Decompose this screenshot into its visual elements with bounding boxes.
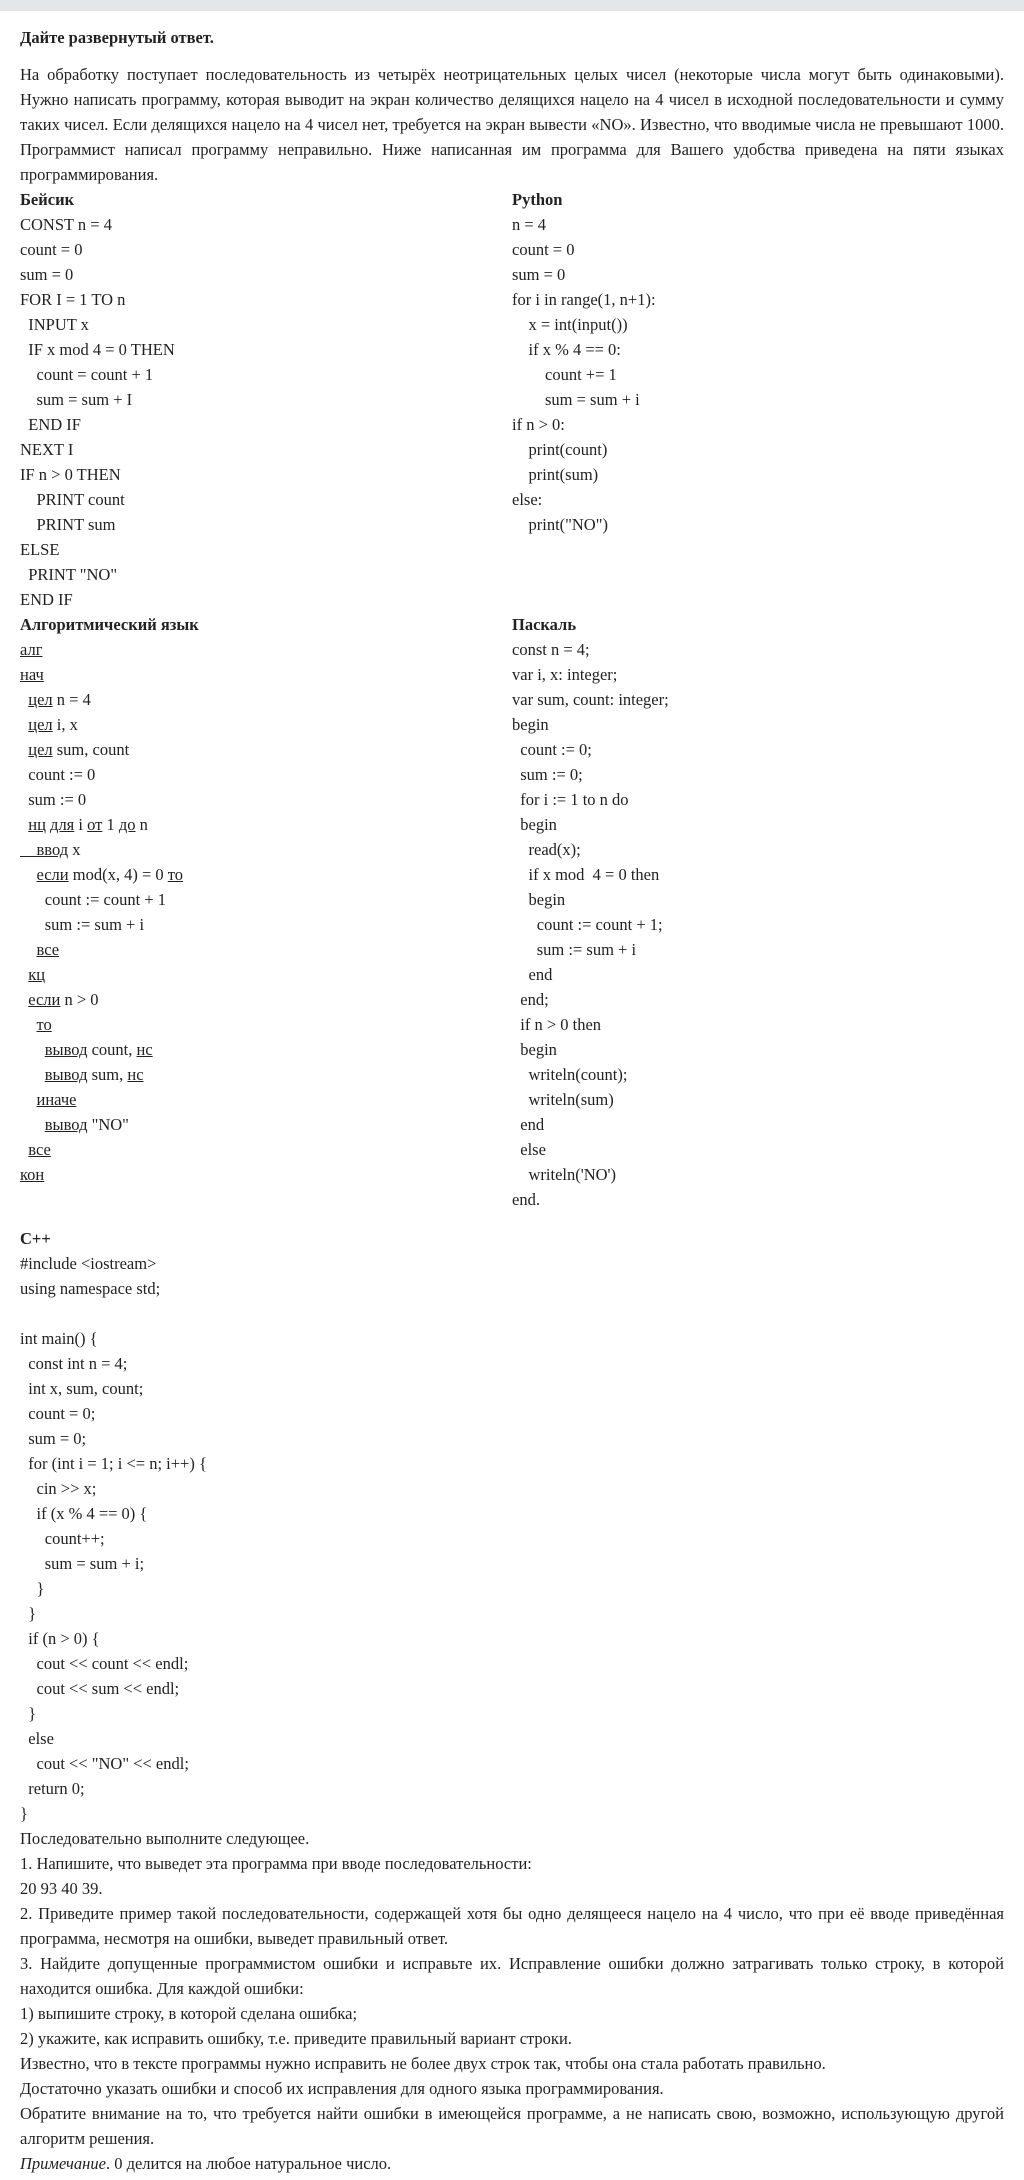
code-text: count := count + 1 [44,890,167,909]
keyword: то [36,1015,52,1034]
code-line: count += 1 [512,365,617,384]
code-line: if x mod 4 = 0 then [512,865,660,884]
note-label: Примечание [20,2154,106,2173]
code-line: begin [512,715,549,734]
task-intro: На обработку поступает последовательность из четырёх неотрицательных целых чисел (некоторые числа могут быть одинаковыми). Нужно написать программу, которая выводит на экран количество делящихся нацело на 4 чисел в исходной последовательности и сумму таких чисел. Если делящихся нацело на 4 чисел нет, требуется на экран вывести «NO». Известно, что вводимые числа не превышают 1000. Программист написал программу неправильно. Ниже написанная им программа для Вашего удобства приведена на пяти языках программирования. [20,65,1004,184]
keyword: вывод [44,1040,88,1059]
code-line: end [512,965,553,984]
code-line [20,1037,512,1062]
code-line [20,862,512,887]
keyword: цел [28,690,53,709]
code-line: end [512,1115,545,1134]
code-line: sum = sum + I [20,390,133,409]
code-line [20,987,512,1012]
code-row-algo-pascal [20,612,1004,1212]
keyword: для [50,815,75,834]
code-line: } [20,1604,37,1623]
code-line: begin [512,1040,557,1059]
code-text: sum := 0 [28,790,87,809]
code-line [20,687,512,712]
code-text: n > 0 [60,990,99,1009]
code-line [20,712,512,737]
task-3-step-1: 1) выпишите строку, в которой сделана ошибка; [20,2004,358,2023]
code-line [20,837,512,862]
keyword: кц [28,965,46,984]
code-line: PRINT "NO" [20,565,118,584]
keyword: если [36,865,69,884]
python-title: Python [512,190,563,209]
code-line: sum = 0 [512,265,566,284]
code-line: PRINT count [20,490,125,509]
keyword: нс [127,1065,144,1084]
code-line: else [512,1140,546,1159]
code-line: else: [512,490,543,509]
code-line: print(sum) [512,465,599,484]
code-line: count := count + 1; [512,915,663,934]
keyword: вывод [44,1115,88,1134]
code-line: print("NO") [512,515,608,534]
keyword: до [118,815,136,834]
code-line [20,937,512,962]
code-line: END IF [20,415,81,434]
code-line: count = count + 1 [20,365,154,384]
python-code [512,212,1004,537]
task-page [0,25,1024,2176]
keyword: нач [20,665,44,684]
code-line: cin >> x; [20,1479,97,1498]
code-line: begin [512,890,566,909]
keyword: иначе [36,1090,77,1109]
code-text: mod(x, 4) = 0 [68,865,168,884]
cpp-block [20,1226,1004,1826]
code-line: for i in range(1, n+1): [512,290,656,309]
code-line: if (x % 4 == 0) { [20,1504,148,1523]
code-text: sum := sum + i [44,915,145,934]
code-line: begin [512,815,557,834]
task-3: 3. Найдите допущенные программистом ошибки и исправьте их. Исправление ошибки должно затрагивать только строку, в которой находится ошибка. Для каждой ошибки: [20,1954,1004,1998]
task-1-sequence: 20 93 40 39. [20,1879,103,1898]
code-line: IF n > 0 THEN [20,465,121,484]
basic-title: Бейсик [20,190,75,209]
pascal-code [512,637,1004,1212]
keyword: вывод [44,1065,88,1084]
code-line: sum = sum + i; [20,1554,145,1573]
code-line: count := 0; [512,740,592,759]
code-line [20,1162,512,1187]
code-line: writeln(sum) [512,1090,614,1109]
code-line: n = 4 [512,215,547,234]
code-text: n [135,815,148,834]
task-2: 2. Приведите пример такой последовательности, содержащей хотя бы одно делящееся нацело на 4 число, что при её вводе приведённая программа, несмотря на ошибки, выведет правильный ответ. [20,1904,1004,1948]
code-line: read(x); [512,840,581,859]
algo-block [20,612,512,1212]
code-line: for (int i = 1; i <= n; i++) { [20,1454,207,1473]
keyword: нс [136,1040,153,1059]
code-line: var sum, count: integer; [512,690,669,709]
keyword: алг [20,640,43,659]
tasks-intro: Последовательно выполните следующее. [20,1829,310,1848]
code-line: count++; [20,1529,105,1548]
code-line [20,762,512,787]
code-line [20,962,512,987]
code-text: i [74,815,88,834]
code-line [20,1087,512,1112]
algo-title: Алгоритмический язык [20,615,199,634]
code-line: INPUT x [20,315,89,334]
code-line: if x % 4 == 0: [512,340,621,359]
cpp-code [20,1251,1004,1826]
code-line: count = 0 [512,240,575,259]
code-line [20,1301,1004,1326]
code-line: return 0; [20,1779,85,1798]
pascal-block [512,612,1004,1212]
code-line [20,662,512,687]
code-line: #include <iostream> [20,1254,157,1273]
code-line: NEXT I [20,440,74,459]
code-line: writeln(count); [512,1065,628,1084]
code-line: sum := sum + i [512,940,637,959]
top-bar [0,0,1024,11]
code-line: count = 0; [20,1404,96,1423]
code-text: x [68,840,81,859]
code-line [20,737,512,762]
code-line: count = 0 [20,240,83,259]
keyword: все [36,940,60,959]
keyword: если [28,990,61,1009]
info-paragraph: Известно, что в тексте программы нужно исправить не более двух строк так, чтобы она стала работать правильно. [20,2054,826,2073]
code-line [20,637,512,662]
code-line: } [20,1579,45,1598]
code-line: const n = 4; [512,640,590,659]
note-text: . 0 делится на любое натуральное число. [105,2154,392,2173]
code-line: int main() { [20,1329,98,1348]
task-3-step-2: 2) укажите, как исправить ошибку, т.е. приведите правильный вариант строки. [20,2029,572,2048]
code-text: "NO" [87,1115,129,1134]
code-line: sum = sum + i [512,390,640,409]
code-line: if n > 0 then [512,1015,602,1034]
keyword: цел [28,740,53,759]
code-text: i, x [52,715,78,734]
code-line [20,787,512,812]
python-block [512,187,1004,612]
code-line: else [20,1729,54,1748]
task-1: 1. Напишите, что выведет эта программа при вводе последовательности: [20,1854,532,1873]
code-text: sum, count [52,740,130,759]
code-line: } [20,1704,37,1723]
code-line: end; [512,990,549,1009]
code-line [20,812,512,837]
code-line: sum = 0; [20,1429,87,1448]
basic-block [20,187,512,612]
code-text: n = 4 [52,690,91,709]
code-line: cout << sum << endl; [20,1679,180,1698]
cpp-title: C++ [20,1229,51,1248]
code-line: const int n = 4; [20,1354,128,1373]
pascal-title: Паскаль [512,615,577,634]
keyword [20,840,37,859]
code-line: sum = 0 [20,265,74,284]
code-line: PRINT sum [20,515,116,534]
keyword: все [28,1140,51,1159]
code-line: CONST n = 4 [20,215,112,234]
code-line: ELSE [20,540,60,559]
code-line: print(count) [512,440,608,459]
code-line [20,912,512,937]
task-heading: Дайте развернутый ответ. [20,28,214,47]
code-line: end. [512,1190,540,1209]
info-paragraph: Обратите внимание на то, что требуется найти ошибки в имеющейся программе, а не написать свою, возможно, использующую другой алгоритм решения. [20,2104,1004,2148]
code-line: } [20,1804,28,1823]
code-line: for i := 1 to n do [512,790,629,809]
code-line: int x, sum, count; [20,1379,144,1398]
code-line: using namespace std; [20,1279,161,1298]
code-line: cout << count << endl; [20,1654,189,1673]
tasks-section [20,1826,1004,2176]
code-line: writeln('NO') [512,1165,617,1184]
code-line [20,1062,512,1087]
keyword: от [87,815,103,834]
info-paragraph: Достаточно указать ошибки и способ их исправления для одного языка программирования. [20,2079,664,2098]
code-line [20,1137,512,1162]
algo-code [20,637,512,1187]
keyword: то [167,865,184,884]
code-text: count := 0 [28,765,96,784]
code-text: count, [87,1040,137,1059]
code-line: if n > 0: [512,415,565,434]
code-line [20,887,512,912]
code-text: sum, [87,1065,128,1084]
keyword: нц [28,815,46,834]
code-line [20,1112,512,1137]
keyword: цел [28,715,53,734]
code-line: sum := 0; [512,765,583,784]
keyword: ввод [36,840,69,859]
code-line: END IF [20,590,73,609]
code-line: if (n > 0) { [20,1629,100,1648]
code-line [20,1012,512,1037]
code-line: x = int(input()) [512,315,628,334]
keyword: кон [20,1165,45,1184]
code-line: var i, x: integer; [512,665,618,684]
code-text: 1 [102,815,119,834]
code-line: FOR I = 1 TO n [20,290,126,309]
code-line: cout << "NO" << endl; [20,1754,189,1773]
basic-code [20,212,512,612]
note [20,2151,1004,2176]
code-row-basic-python [20,187,1004,612]
code-line: IF x mod 4 = 0 THEN [20,340,175,359]
